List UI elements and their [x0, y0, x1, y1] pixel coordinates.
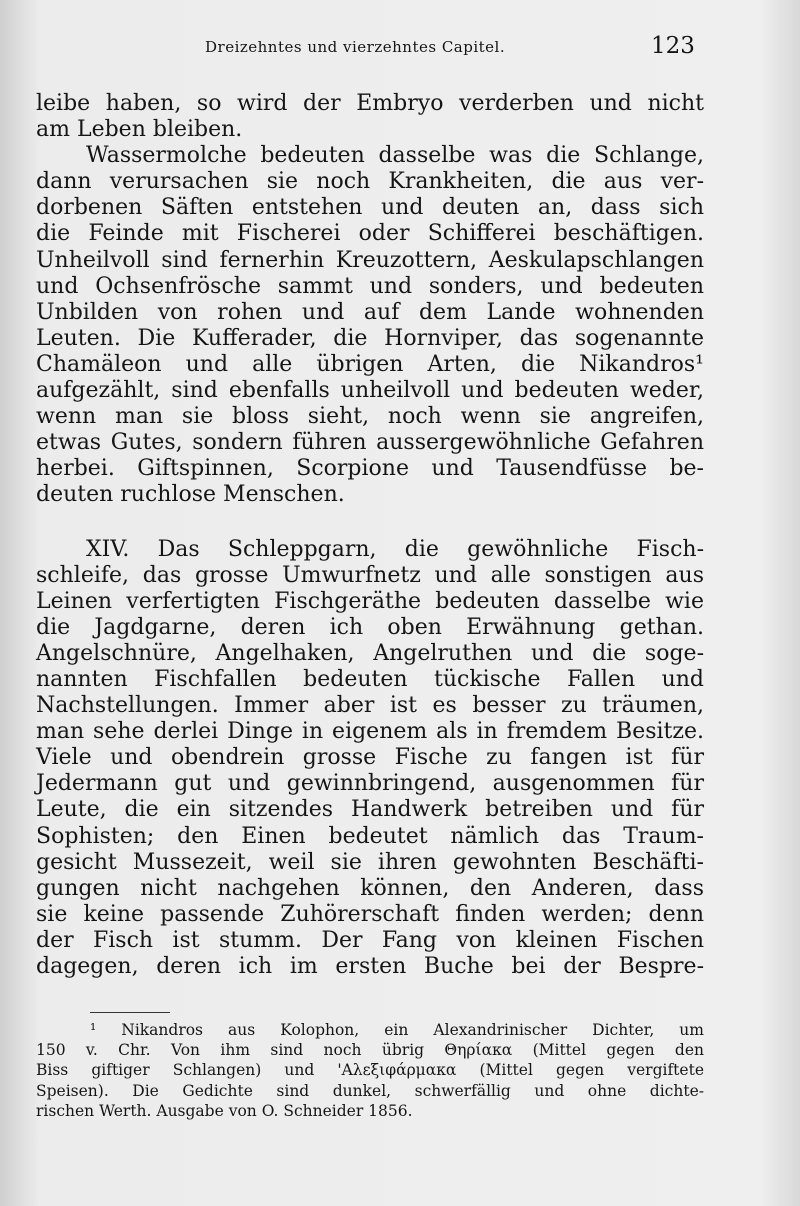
- text-line: dorbenen Säften entstehen und deuten an, dass sich: [36, 195, 704, 221]
- text-line: dagegen, deren ich im ersten Buche bei der Bespre-: [36, 954, 704, 979]
- text-line: Chamäleon und alle übrigen Arten, die Nikandros¹: [36, 351, 704, 377]
- page-number: 123: [651, 33, 695, 59]
- running-title: Dreizehntes und vierzehntes Capitel.: [205, 38, 506, 56]
- text-line: dann verursachen sie noch Krankheiten, die aus ver-: [36, 169, 704, 195]
- body-text: [36, 91, 704, 980]
- text-line: Angelschnüre, Angelhaken, Angelruthen und die soge-: [36, 640, 704, 666]
- text-line: Leuten. Die Kufferader, die Hornviper, das sogenannte: [36, 325, 704, 351]
- text-line: Jedermann gut und gewinnbringend, ausgenommen für: [36, 771, 704, 797]
- text-line: leibe haben, so wird der Embryo verderben und nicht: [36, 91, 704, 116]
- section-heading-line: XIV. Das Schleppgarn, die gewöhnliche Fisch-: [86, 536, 704, 562]
- footnote-line: ¹ Nikandros aus Kolophon, ein Alexandrinischer Dichter, um: [90, 1021, 704, 1039]
- text-line: wenn man sie bloss sieht, noch wenn sie angreifen,: [36, 404, 704, 430]
- text-line: nannten Fischfallen bedeuten tückische Fallen und: [36, 666, 704, 692]
- footnotes: [36, 1020, 704, 1121]
- text-line: die Jagdgarne, deren ich oben Erwähnung gethan.: [36, 614, 704, 640]
- text-line: Unbilden von rohen und auf dem Lande wohnenden: [36, 299, 704, 325]
- text-line: Leinen verfertigten Fischgeräthe bedeuten dasselbe wie: [36, 588, 704, 614]
- footnote-line: Speisen). Die Gedichte sind dunkel, schwerfällig und ohne dichte-: [36, 1081, 704, 1100]
- section-gap: [36, 509, 704, 537]
- text-line: gesicht Mussezeit, weil sie ihren gewohnten Beschäfti-: [36, 849, 704, 875]
- text-line: gungen nicht nachgehen können, den Anderen, dass: [36, 875, 704, 901]
- text-line: sie keine passende Zuhörerschaft finden werden; denn: [36, 901, 704, 927]
- text-line: die Feinde mit Fischerei oder Schifferei beschäftigen.: [36, 221, 704, 247]
- text-line: der Fisch ist stumm. Der Fang von kleinen Fischen: [36, 927, 704, 953]
- text-line: Sophisten; den Einen bedeutet nämlich das Traum-: [36, 823, 704, 849]
- text-line: Leute, die ein sitzendes Handwerk betreiben und für: [36, 797, 704, 823]
- text-line: deuten ruchlose Menschen.: [36, 482, 345, 508]
- footnote-rule: [90, 1012, 170, 1013]
- footnote-line: 150 v. Chr. Von ihm sind noch übrig Θηρίακα (Mittel gegen den: [36, 1041, 704, 1060]
- text-line: am Leben bleiben.: [36, 117, 243, 143]
- text-line: aufgezählt, sind ebenfalls unheilvoll und bedeuten weder,: [36, 378, 704, 404]
- text-line: Viele und obendrein grosse Fische zu fangen ist für: [36, 745, 704, 771]
- text-line: man sehe derlei Dinge in eigenem als in fremdem Besitze.: [36, 719, 704, 745]
- footnote-line: rischen Werth. Ausgabe von O. Schneider 1856.: [36, 1101, 413, 1120]
- text-line: schleife, das grosse Umwurfnetz und alle sonstigen aus: [36, 562, 704, 588]
- text-line: herbei. Giftspinnen, Scorpione und Tausendfüsse be-: [36, 456, 704, 482]
- text-line: Unheilvoll sind fernerhin Kreuzottern, Aeskulapschlangen: [36, 247, 704, 273]
- footnote-line: Biss giftiger Schlangen) und 'Αλεξιφάρμακα (Mittel gegen vergiftete: [36, 1061, 704, 1080]
- text-line: etwas Gutes, sondern führen aussergewöhnliche Gefahren: [36, 430, 704, 456]
- text-line: Nachstellungen. Immer aber ist es besser zu träumen,: [36, 693, 704, 719]
- text-line: Wassermolche bedeuten dasselbe was die Schlange,: [86, 143, 704, 169]
- text-line: und Ochsenfrösche sammt und sonders, und bedeuten: [36, 273, 704, 299]
